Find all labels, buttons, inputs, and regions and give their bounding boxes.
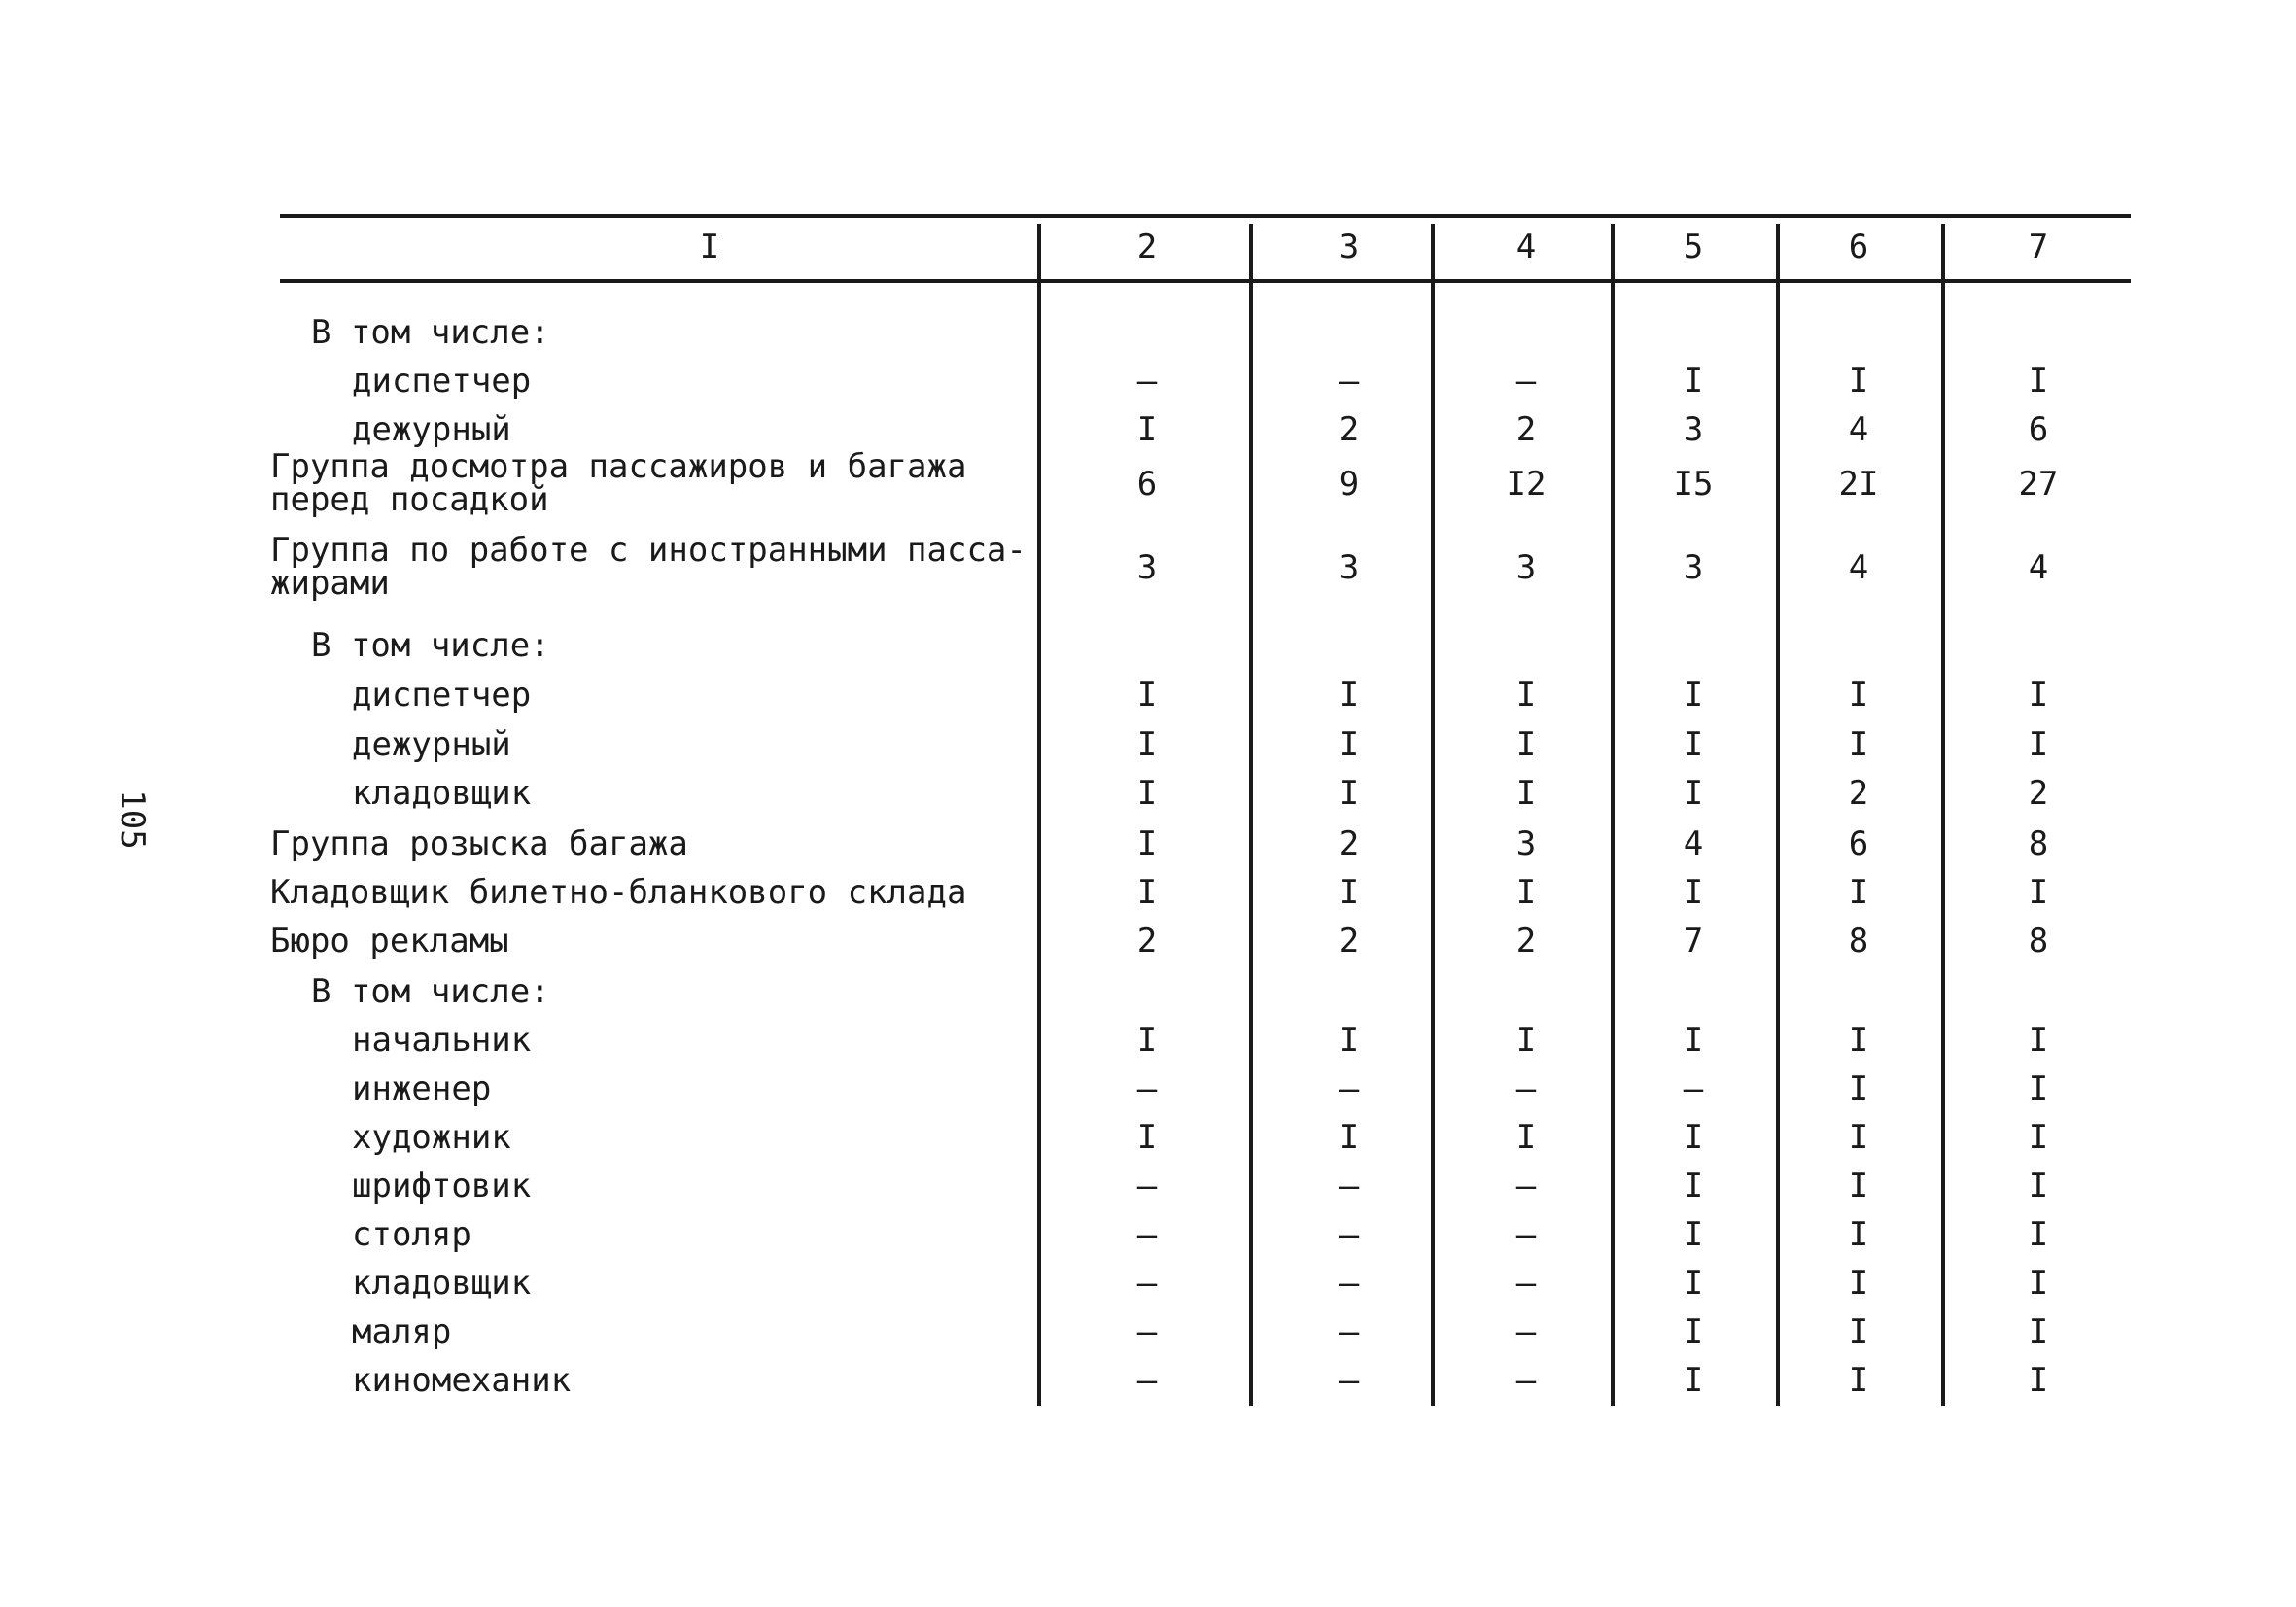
table-cell: – xyxy=(1515,1215,1537,1254)
row-label: В том числе: xyxy=(311,626,550,665)
row-label: перед посадкой xyxy=(270,480,549,519)
table-cell: I xyxy=(1683,1264,1704,1303)
table-cell: I xyxy=(1848,1312,1869,1351)
row-label: инженер xyxy=(352,1069,492,1108)
column-header: 5 xyxy=(1683,227,1704,266)
table-cell: I xyxy=(1848,873,1869,912)
table-cell: – xyxy=(1339,1312,1360,1351)
table-cell: I xyxy=(1339,676,1360,715)
row-label: кладовщик xyxy=(352,1264,532,1303)
row-label: Бюро рекламы xyxy=(270,922,509,961)
table-cell: I xyxy=(1683,725,1704,764)
table-cell: – xyxy=(1339,1215,1360,1254)
table-cell: 2 xyxy=(1848,774,1869,813)
table-cell: – xyxy=(1515,1167,1537,1205)
table-cell: – xyxy=(1515,1312,1537,1351)
table-cell: 2 xyxy=(1515,922,1537,961)
table-cell: I xyxy=(1136,1021,1158,1060)
table-cell: 2 xyxy=(1339,824,1360,863)
table-cell: I xyxy=(1136,1118,1158,1157)
table-cell: 2 xyxy=(1515,410,1537,449)
row-label: диспетчер xyxy=(352,362,532,401)
column-header: 2 xyxy=(1136,227,1158,266)
table-cell: I xyxy=(2028,676,2049,715)
table-cell: I xyxy=(1683,676,1704,715)
row-label: Группа досмотра пассажиров и багажа xyxy=(270,447,967,486)
table-cell: I xyxy=(1515,774,1537,813)
table-cell: 3 xyxy=(1515,824,1537,863)
table-cell: I xyxy=(1339,1118,1360,1157)
table-cell: I xyxy=(1515,873,1537,912)
table-cell: – xyxy=(1515,362,1537,401)
table-cell: I xyxy=(1683,873,1704,912)
table-cell: – xyxy=(1339,1264,1360,1303)
row-label: шрифтовик xyxy=(352,1167,532,1205)
table-cell: I xyxy=(2028,1361,2049,1400)
table-cell: I xyxy=(1848,1215,1869,1254)
table-cell: I xyxy=(1848,362,1869,401)
table-cell: I xyxy=(1683,774,1704,813)
page-number: 105 xyxy=(113,789,152,850)
row-label: Группа по работе с иностранными пасса- xyxy=(270,531,1026,570)
table-cell: I xyxy=(1848,1167,1869,1205)
table-cell: 3 xyxy=(1339,548,1360,587)
table-cell: I xyxy=(2028,1021,2049,1060)
table-cell: 3 xyxy=(1683,548,1704,587)
table-cell: I2 xyxy=(1506,465,1547,504)
row-label: Кладовщик билетно-бланкового склада xyxy=(270,873,967,912)
table-cell: 4 xyxy=(1848,548,1869,587)
table-cell: I xyxy=(1683,1118,1704,1157)
table-cell: I xyxy=(2028,362,2049,401)
table-cell: I xyxy=(2028,725,2049,764)
table-cell: I xyxy=(1848,1021,1869,1060)
table-cell: I xyxy=(1136,725,1158,764)
table-cell: 2 xyxy=(1339,410,1360,449)
table-cell: 6 xyxy=(1848,824,1869,863)
table-cell: 2 xyxy=(1339,922,1360,961)
table-cell: I xyxy=(1683,1021,1704,1060)
table-cell: 4 xyxy=(1683,824,1704,863)
table-cell: – xyxy=(1339,1361,1360,1400)
table-cell: I xyxy=(2028,1118,2049,1157)
table-cell: I xyxy=(2028,1264,2049,1303)
table-cell: I xyxy=(2028,873,2049,912)
table-cell: I xyxy=(1683,1361,1704,1400)
table-cell: 6 xyxy=(1136,465,1158,504)
row-label: киномеханик xyxy=(352,1361,572,1400)
table-cell: – xyxy=(1339,362,1360,401)
column-header: 7 xyxy=(2028,227,2049,266)
table-cell: 4 xyxy=(2028,548,2049,587)
column-divider xyxy=(1776,224,1780,1406)
row-label: художник xyxy=(352,1118,511,1157)
column-header: 4 xyxy=(1515,227,1537,266)
table-cell: 3 xyxy=(1683,410,1704,449)
table-cell: – xyxy=(1515,1264,1537,1303)
table-cell: 6 xyxy=(2028,410,2049,449)
table-cell: 9 xyxy=(1339,465,1360,504)
table-cell: I xyxy=(1683,1312,1704,1351)
table-cell: I xyxy=(1339,873,1360,912)
table-cell: I5 xyxy=(1673,465,1714,504)
column-divider xyxy=(1431,224,1435,1406)
table-cell: I xyxy=(1136,676,1158,715)
row-label: В том числе: xyxy=(311,313,550,352)
row-label: дежурный xyxy=(352,725,511,764)
table-cell: I xyxy=(1515,676,1537,715)
row-label: дежурный xyxy=(352,410,511,449)
table-cell: 8 xyxy=(2028,824,2049,863)
table-cell: I xyxy=(1515,1021,1537,1060)
table-cell: – xyxy=(1339,1069,1360,1108)
table-cell: I xyxy=(2028,1215,2049,1254)
column-divider xyxy=(1941,224,1945,1406)
table-cell: I xyxy=(1683,362,1704,401)
row-label: диспетчер xyxy=(352,676,532,715)
row-label: жирами xyxy=(270,564,390,603)
table-cell: I xyxy=(1136,873,1158,912)
table-cell: I xyxy=(1515,1118,1537,1157)
table-cell: I xyxy=(1136,410,1158,449)
table-cell: 3 xyxy=(1515,548,1537,587)
table-cell: 4 xyxy=(1848,410,1869,449)
row-label: Группа розыска багажа xyxy=(270,824,688,863)
table-cell: 2 xyxy=(1136,922,1158,961)
table-cell: I xyxy=(2028,1167,2049,1205)
row-label: начальник xyxy=(352,1021,532,1060)
table-cell: – xyxy=(1136,1215,1158,1254)
table-cell: – xyxy=(1136,1069,1158,1108)
table-cell: I xyxy=(1515,725,1537,764)
table-cell: 8 xyxy=(1848,922,1869,961)
table-cell: 27 xyxy=(2018,465,2059,504)
table-top-rule xyxy=(280,214,2131,218)
table-cell: – xyxy=(1136,1264,1158,1303)
column-divider xyxy=(1611,224,1615,1406)
table-cell: I xyxy=(1848,676,1869,715)
table-cell: – xyxy=(1136,362,1158,401)
column-header: 3 xyxy=(1339,227,1360,266)
column-divider xyxy=(1249,224,1253,1406)
column-header: 6 xyxy=(1848,227,1869,266)
table-cell: 2 xyxy=(2028,774,2049,813)
table-cell: I xyxy=(2028,1312,2049,1351)
table-header-rule xyxy=(280,279,2131,283)
row-label: маляр xyxy=(352,1312,452,1351)
table-cell: I xyxy=(1339,725,1360,764)
table-cell: 8 xyxy=(2028,922,2049,961)
row-label: кладовщик xyxy=(352,774,532,813)
table-cell: – xyxy=(1339,1167,1360,1205)
table-cell: I xyxy=(1683,1167,1704,1205)
table-cell: I xyxy=(1339,1021,1360,1060)
table-cell: – xyxy=(1515,1361,1537,1400)
row-label: столяр xyxy=(352,1215,471,1254)
table-cell: I xyxy=(2028,1069,2049,1108)
column-header: I xyxy=(699,227,720,266)
table-cell: I xyxy=(1848,1264,1869,1303)
table-cell: I xyxy=(1339,774,1360,813)
table-cell: I xyxy=(1848,725,1869,764)
table-cell: – xyxy=(1136,1167,1158,1205)
table-cell: I xyxy=(1136,824,1158,863)
table-cell: 7 xyxy=(1683,922,1704,961)
table-cell: I xyxy=(1848,1361,1869,1400)
table-cell: I xyxy=(1848,1069,1869,1108)
table-cell: I xyxy=(1848,1118,1869,1157)
row-label: В том числе: xyxy=(311,972,550,1011)
table-cell: – xyxy=(1136,1361,1158,1400)
table-cell: I xyxy=(1683,1215,1704,1254)
table-cell: 3 xyxy=(1136,548,1158,587)
table-cell: I xyxy=(1136,774,1158,813)
table-cell: – xyxy=(1683,1069,1704,1108)
table-cell: – xyxy=(1515,1069,1537,1108)
table-cell: – xyxy=(1136,1312,1158,1351)
table-cell: 2I xyxy=(1838,465,1879,504)
column-divider xyxy=(1037,224,1041,1406)
